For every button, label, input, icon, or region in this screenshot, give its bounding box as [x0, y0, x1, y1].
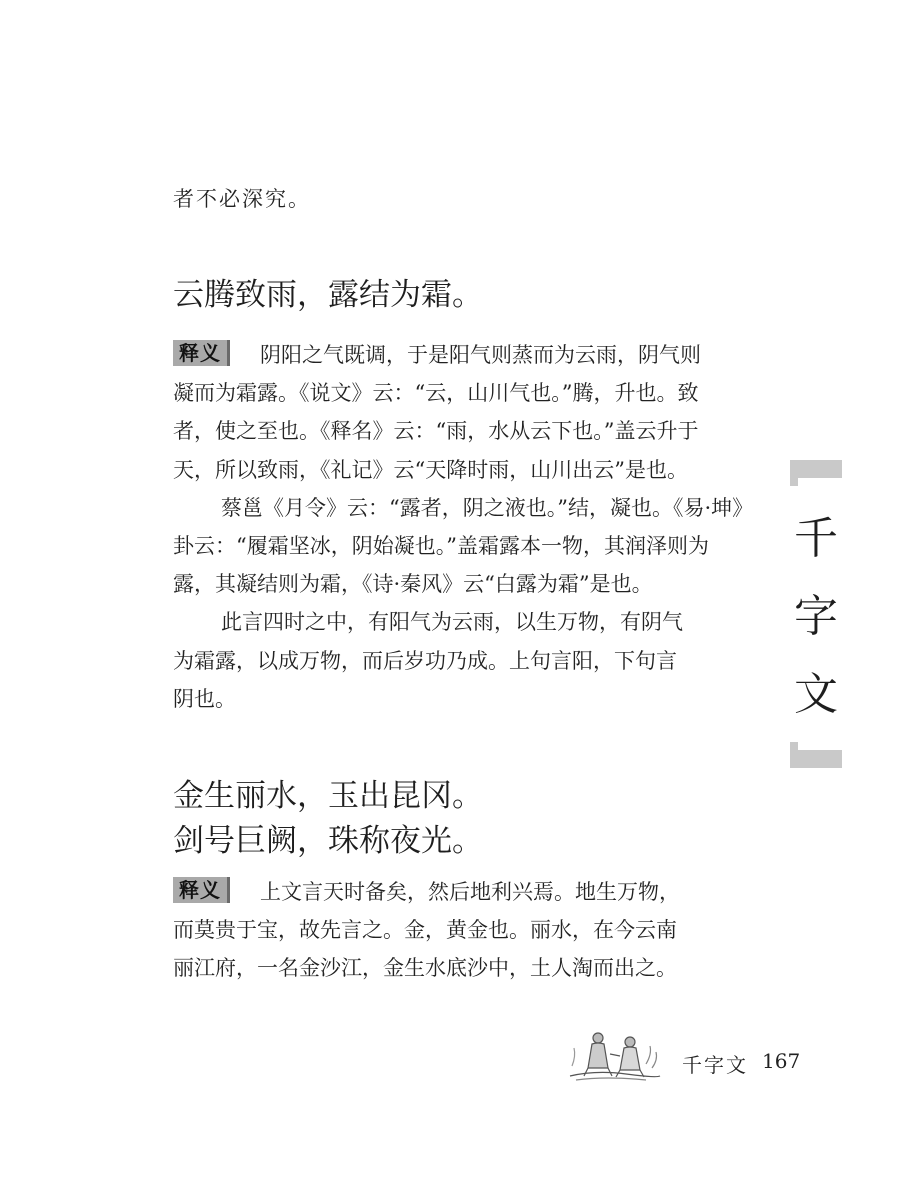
- verse-title-line: 金生丽水，玉出昆冈。: [173, 778, 483, 814]
- side-tab: [790, 460, 842, 768]
- page-footer: [566, 1024, 826, 1094]
- explanation-line: 天，所以致雨，《礼记》云“天降时雨，山川出云”是也。: [173, 457, 688, 482]
- page-number: 167: [762, 1049, 801, 1073]
- explanation-line: 者，使之至也。《释名》云：“雨，水从云下也。”盖云升于: [173, 419, 699, 444]
- verse-title-line: 剑号巨阙，珠称夜光。: [173, 823, 483, 859]
- side-tab-corner: [790, 742, 798, 750]
- side-tab-char: 千: [794, 513, 838, 564]
- side-tab-char: 文: [794, 669, 838, 720]
- explanation-line: 释义 阴阳之气既调，于是阳气则蒸而为云雨，阴气则: [173, 336, 753, 374]
- two-scholars-illustration-icon: [566, 1024, 662, 1084]
- explanation-tag: 释义: [173, 340, 230, 366]
- explanation-line: 释义 上文言天时备矣，然后地利兴焉。地生万物，: [173, 873, 680, 911]
- explanation-2: [173, 873, 680, 988]
- explanation-line: 露，其凝结则为霜，《诗·秦风》云“白露为霜”是也。: [173, 572, 653, 597]
- explanation-line: 而莫贵于宝，故先言之。金，黄金也。丽水，在今云南: [173, 918, 677, 943]
- side-tab-bracket-bottom: [790, 750, 842, 768]
- explanation-tag: 释义: [173, 877, 230, 903]
- explanation-line: 凝而为霜露。《说文》云：“云，山川气也。”腾，升也。致: [173, 381, 699, 406]
- side-tab-corner: [790, 478, 798, 486]
- explanation-line: 阴也。: [173, 686, 236, 711]
- verse-title-1: 云腾致雨，露结为霜。: [173, 277, 483, 313]
- footer-book-title: 千字文: [682, 1053, 748, 1077]
- explanation-1: [173, 336, 753, 718]
- side-tab-bracket-top: [790, 460, 842, 478]
- side-tab-title: [790, 500, 842, 734]
- explanation-line: 此言四时之中，有阳气为云雨，以生万物，有阴气: [221, 610, 683, 635]
- explanation-line: 为霜露，以成万物，而后岁功乃成。上句言阳，下句言: [173, 648, 677, 673]
- lead-text: 者不必深究。: [173, 187, 311, 211]
- verse-title-2: [173, 774, 483, 864]
- explanation-line: 丽江府，一名金沙江，金生水底沙中，土人淘而出之。: [173, 956, 677, 981]
- explanation-line: 蔡邕《月令》云：“露者，阴之液也。”结，凝也。《易·坤》: [221, 495, 754, 520]
- side-tab-char: 字: [794, 591, 838, 642]
- explanation-line: 卦云：“履霜坚冰，阴始凝也。”盖霜露本一物，其润泽则为: [173, 533, 709, 558]
